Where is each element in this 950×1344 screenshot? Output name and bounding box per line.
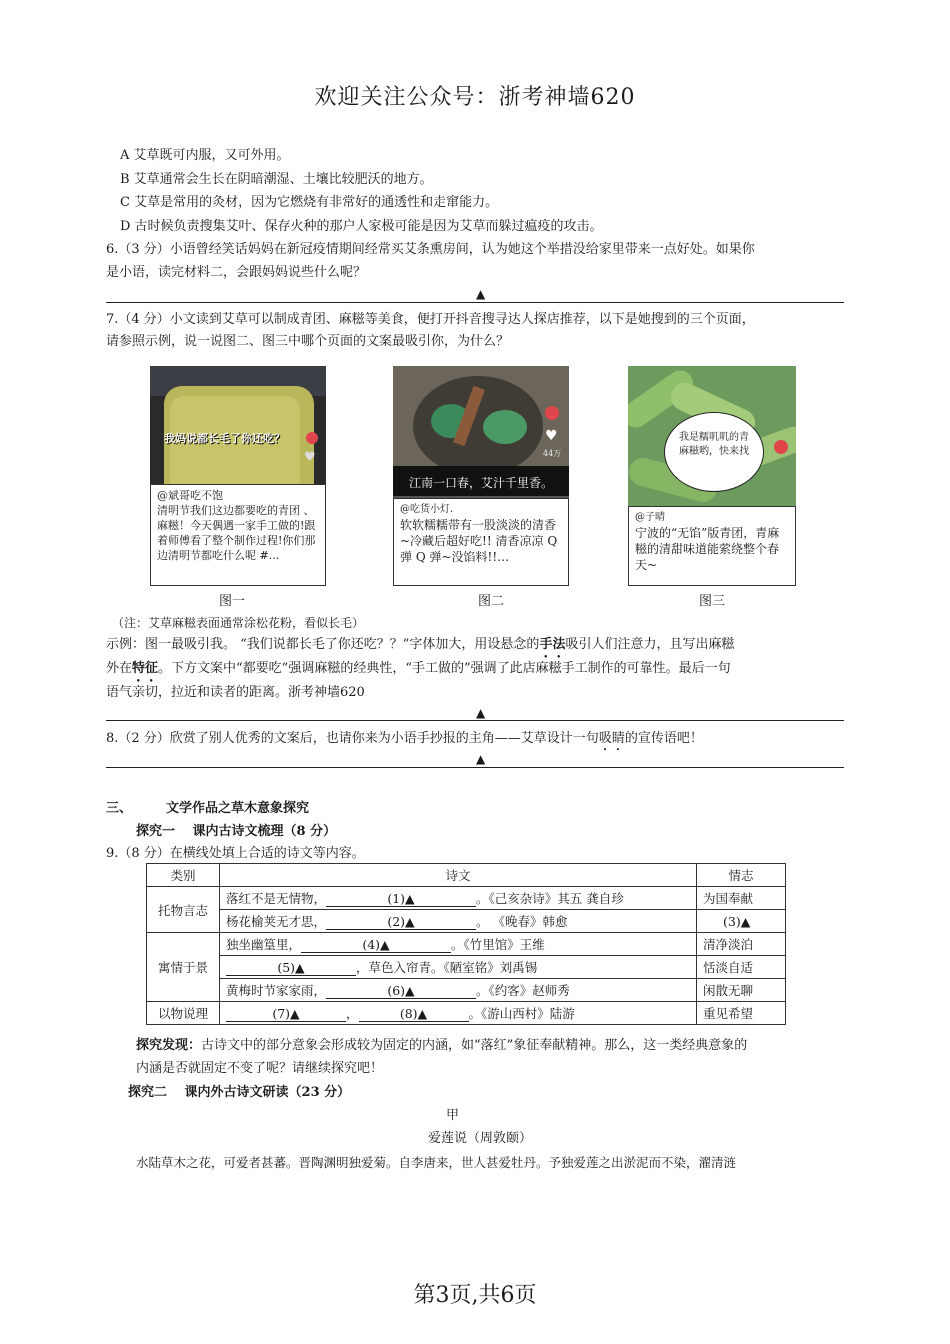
poem-text: 落红不是无情物， xyxy=(226,891,327,906)
blank-8[interactable]: (8)▲ xyxy=(359,1006,469,1022)
mood-cell xyxy=(697,910,786,933)
figure-3-speech-bubble: 我是糯叽叽的青麻糍哟，快来找 xyxy=(664,412,764,492)
q8-answer-line[interactable] xyxy=(106,767,844,768)
explore-2-heading: 探究二 课内外古诗文研读（23 分） xyxy=(128,1085,351,1100)
like-count: 44万 xyxy=(543,449,562,458)
figure-1 xyxy=(150,366,326,586)
example-text: 外在 xyxy=(106,661,133,676)
poem-source: 。 《晚春》韩愈 xyxy=(476,914,568,929)
figure-2-card-text: 软软糯糯带有一股淡淡的清香~冷藏后超好吃!! 清香凉凉 Q 弹 Q 弹~没馅料!!… xyxy=(400,518,558,564)
finding-label: 探究发现： xyxy=(136,1038,202,1053)
blank-6[interactable]: (6)▲ xyxy=(326,983,476,999)
poem-source: 。《竹里馆》王维 xyxy=(451,937,545,952)
table-row xyxy=(147,910,786,933)
blank-5[interactable]: (5)▲ xyxy=(226,960,356,976)
q9-prompt: 9.（8 分）在横线处填上合适的诗文等内容。 xyxy=(106,846,365,861)
figure-2 xyxy=(393,366,569,586)
page-footer: 第3页,共6页 xyxy=(413,1283,537,1308)
table-header-row xyxy=(147,864,786,887)
figure-2-caption: 图二 xyxy=(477,594,504,609)
blank-1[interactable]: (1)▲ xyxy=(326,891,476,907)
q6-line2: 是小语，读完材料二，会跟妈妈说些什么呢？ xyxy=(106,265,367,280)
figure-1-overlay-text: 我妈说都长毛了你还吃？ xyxy=(164,432,285,445)
figure-3-card-text: 宁波的“无馅”版青团，青麻糍的清甜味道能萦绕整个春天~ xyxy=(635,526,780,572)
mood-cell: 清净淡泊 xyxy=(697,933,786,956)
heart-icon: ♥ xyxy=(304,450,316,465)
figure-3-user: @子晴 xyxy=(635,512,665,523)
q6-answer-line[interactable] xyxy=(106,302,844,303)
category-cell: 以物说理 xyxy=(147,1002,220,1025)
option-a: A 艾草既可内服，又可外用。 xyxy=(120,148,290,163)
poem-cell xyxy=(220,1002,697,1025)
q8-emphasis: 吸睛 xyxy=(598,731,625,746)
figure-2-overlay-text: 江南一口春，艾汁千里香。 xyxy=(409,476,554,490)
poem-text: 杨花榆荚无才思， xyxy=(226,914,327,929)
option-b: B 艾草通常会生长在阴暗潮湿、土壤比较肥沃的地方。 xyxy=(120,172,433,187)
figure-1-caption: 图一 xyxy=(218,594,245,609)
finding-text: 古诗文中的部分意象会形成较为固定的内涵，如“落红”象征奉献精神。那么，这一类经典意象的 xyxy=(201,1038,748,1053)
poem-source: 。《约客》赵师秀 xyxy=(476,983,570,998)
blank-4[interactable]: (4)▲ xyxy=(301,937,451,953)
finding-line1 xyxy=(136,1037,747,1055)
blank-2[interactable]: (2)▲ xyxy=(326,914,476,930)
poem-text: 独坐幽篁里， xyxy=(226,937,302,952)
figure-3-card xyxy=(628,506,796,586)
example-emphasis: 特征 xyxy=(132,661,159,676)
poem-cell xyxy=(220,979,697,1002)
avatar xyxy=(306,432,318,444)
figure-3-caption: 图三 xyxy=(698,594,725,609)
blank-3[interactable]: (3)▲ xyxy=(723,913,751,929)
table-header: 类别 xyxy=(147,864,220,887)
table-row xyxy=(147,887,786,910)
figure-1-user: @斌哥吃不饱 xyxy=(157,489,223,502)
category-cell: 托物言志 xyxy=(147,887,220,933)
table-row xyxy=(147,1002,786,1025)
category-cell: 寓情于景 xyxy=(147,933,220,1002)
table-row xyxy=(147,933,786,956)
example-emphasis: 手法 xyxy=(539,637,566,652)
q8-text: 的宣传语吧！ xyxy=(624,731,703,746)
section-3-title: 文学作品之草木意象探究 xyxy=(166,801,310,816)
mood-cell: 重见希望 xyxy=(697,1002,786,1025)
text-jia-label: 甲 xyxy=(446,1108,460,1123)
finding-line2: 内涵是否就固定不变了呢？请继续探究吧！ xyxy=(136,1061,384,1076)
example-text: 吸引人们注意力，且写出麻糍 xyxy=(565,637,735,652)
heart-icon: ♥ xyxy=(545,428,558,444)
table-row xyxy=(147,956,786,979)
poem-cell xyxy=(220,933,697,956)
page-header: 欢迎关注公众号：浙考神墙620 xyxy=(314,85,636,110)
q7-answer-marker: ▲ xyxy=(476,706,486,720)
option-d: D 古时候负责搜集艾叶、保存火种的那户人家极可能是因为艾草而躲过瘟疫的攻击。 xyxy=(120,219,603,234)
figure-note: （注：艾草麻糍表面通常涂松花粉，看似长毛） xyxy=(112,616,365,630)
poem-source: 。《己亥杂诗》其五 龚自珍 xyxy=(476,891,624,906)
example-line3: 语气亲切，拉近和读者的距离。浙考神墙620 xyxy=(106,685,365,700)
q8-line xyxy=(106,730,703,754)
poem-cell xyxy=(220,956,697,979)
mood-cell: 恬淡自适 xyxy=(697,956,786,979)
avatar xyxy=(545,406,559,420)
q8-text: 8.（2 分）欣赏了别人优秀的文案后，也请你来为小语手抄报的主角——艾草设计一句 xyxy=(106,731,599,746)
figure-3 xyxy=(628,366,796,586)
table-header: 诗文 xyxy=(220,864,697,887)
poem-text: 黄梅时节家家雨， xyxy=(226,983,327,998)
table-header: 情志 xyxy=(697,864,786,887)
q7-answer-line[interactable] xyxy=(106,720,844,721)
poetry-table xyxy=(146,863,786,1025)
poem-source: ，草色入帘青。《陋室铭》刘禹锡 xyxy=(356,960,538,975)
q6-answer-marker: ▲ xyxy=(476,287,486,301)
q7-line1: 7.（4 分）小文读到艾草可以制成青团、麻糍等美食，便打开抖音搜寻达人探店推荐，以下是她搜到的三个页面， xyxy=(106,312,755,327)
example-text: 。下方文案中“都要吃”强调麻糍的经典性，“手工做的”强调了此店麻糍手工制作的可靠性。最后一句 xyxy=(158,661,731,676)
poem-source: 。《游山西村》陆游 xyxy=(468,1006,575,1021)
poem-cell xyxy=(220,910,697,933)
option-c: C 艾草是常用的灸材，因为它燃烧有非常好的通透性和走窜能力。 xyxy=(120,195,499,210)
mood-cell: 闲散无聊 xyxy=(697,979,786,1002)
figure-2-card xyxy=(393,498,569,586)
ailian-title: 爱莲说（周敦颐） xyxy=(428,1131,533,1146)
poem-cell xyxy=(220,887,697,910)
poem-text: ， xyxy=(346,1006,359,1021)
q7-line2: 请参照示例，说一说图二、图三中哪个页面的文案最吸引你，为什么？ xyxy=(106,334,510,349)
q6-line1: 6.（3 分）小语曾经笑话妈妈在新冠疫情期间经常买艾条熏房间，认为她这个举措没给家里带来一点好处。如果你 xyxy=(106,242,755,257)
example-line2 xyxy=(106,660,731,685)
explore-1-heading: 探究一 课内古诗文梳理（8 分） xyxy=(136,824,337,839)
table-row xyxy=(147,979,786,1002)
figure-1-card xyxy=(150,484,326,586)
blank-7[interactable]: (7)▲ xyxy=(226,1006,346,1022)
example-text: 示例：图一最吸引我。 “我们说都长毛了你还吃？？”字体加大，用设悬念的 xyxy=(106,637,540,652)
q8-answer-marker: ▲ xyxy=(476,752,486,766)
example-line1 xyxy=(106,636,734,661)
section-3-number: 三、 xyxy=(106,801,133,816)
figure-2-user: @吃货小灯. xyxy=(400,504,454,515)
mood-cell: 为国奉献 xyxy=(697,887,786,910)
figure-1-card-text: 清明节我们这边都要吃的青团 、麻糍！今天偶遇一家手工做的!跟着师傅看了整个制作过程!你们那边清明节都吃什么呢 #... xyxy=(157,504,316,562)
avatar xyxy=(774,440,788,454)
ailian-text: 水陆草木之花，可爱者甚蕃。晋陶渊明独爱菊。自李唐来，世人甚爱牡丹。予独爱莲之出淤泥而不染，濯清涟 xyxy=(136,1155,737,1170)
